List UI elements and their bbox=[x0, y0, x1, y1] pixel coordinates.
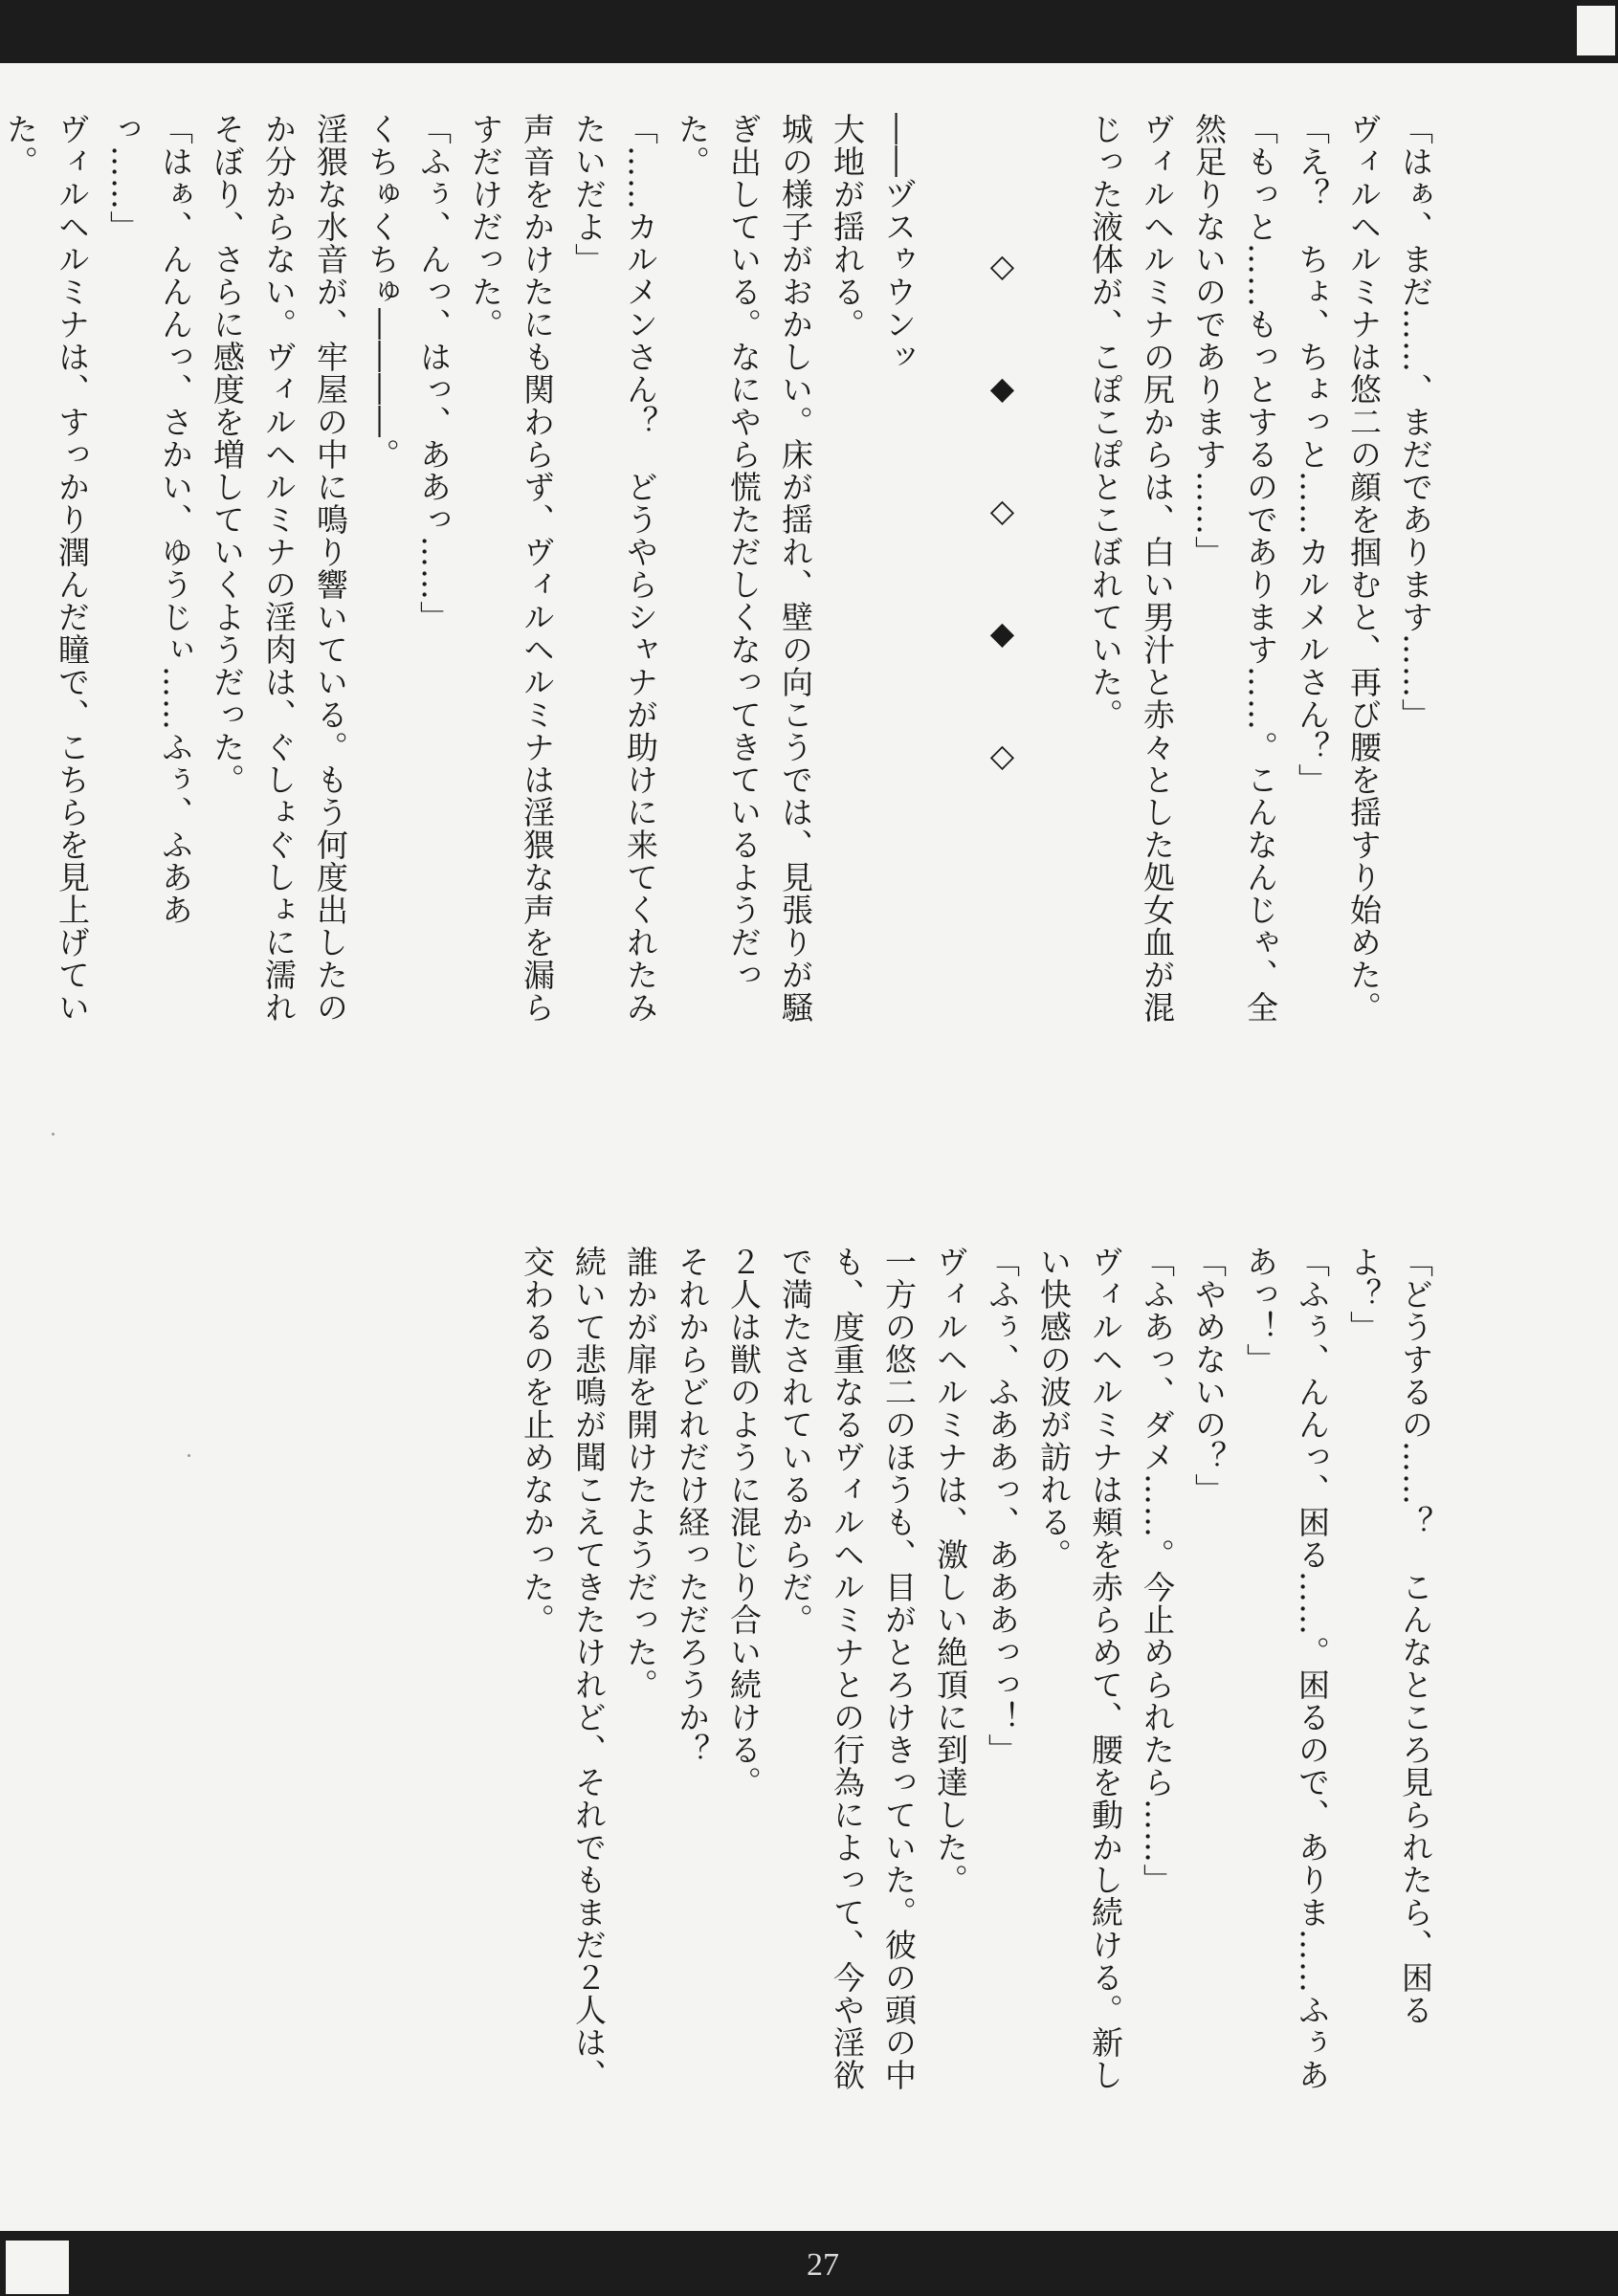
paragraph: ヴィルヘルミナは頬を赤らめて、腰を動かし続ける。新しい快感の波が訪れる。 bbox=[1035, 1246, 1124, 2091]
scan-speck bbox=[52, 1133, 55, 1136]
paragraph: 「どうするの……？ こんなところ見られたら、困るよ？」 bbox=[1345, 1246, 1434, 2026]
paragraph: ヴィルヘルミナの尻からは、白い男汁と赤々とした処女血が混じった液体が、こぽこぽとこぼれていた。 bbox=[1087, 113, 1176, 1024]
paragraph: ２人は獣のように混じり合い続ける。 bbox=[725, 1246, 763, 1799]
paragraph: 城の様子がおかしい。床が揺れ、壁の向こうでは、見張りが騒ぎ出している。なにやら慌ただしくなってきているようだった。 bbox=[674, 113, 814, 1024]
blank-line bbox=[924, 113, 976, 1031]
paragraph: 「もっと……もっとするのであります……。こんなんじゃ、全然足りないのであります……」 bbox=[1190, 113, 1279, 1024]
paragraph: 「……カルメンさん？ どうやらシャナが助けに来てくれたみたいだよ」 bbox=[570, 113, 659, 1024]
paragraph: 誰かが扉を開けたようだった。 bbox=[622, 1246, 659, 1701]
paragraph: 「やめないの？」 bbox=[1190, 1246, 1228, 1506]
paragraph: 声音をかけたにも関わらず、ヴィルヘルミナは淫猥な声を漏らすだけだった。 bbox=[467, 113, 556, 1024]
paragraph: 「ふあっ、ダメ……。今止められたら……」 bbox=[1139, 1246, 1176, 1896]
scene-separator: ◇ ◆ ◇ ◆ ◇ bbox=[984, 247, 1021, 801]
blank-line bbox=[1028, 113, 1079, 1031]
paragraph: ――ヅスゥウンッ bbox=[880, 113, 918, 373]
paragraph: 続いて悲鳴が聞こえてきたけれど、それでもまだ２人は、交わるのを止めなかった。 bbox=[519, 1246, 608, 2091]
paragraph: 大地が揺れる。 bbox=[829, 113, 866, 341]
paragraph: くちゅくちゅ――――。 bbox=[364, 113, 401, 471]
paragraph: ヴィルヘルミナは悠二の顔を掴むと、再び腰を揺すり始めた。 bbox=[1345, 113, 1383, 1024]
paragraph: 「え？ ちょ、ちょっと……カルメルさん？」 bbox=[1294, 113, 1331, 796]
paragraph: 淫猥な水音が、牢屋の中に鳴り響いている。もう何度出したのか分からない。ヴィルヘルミナの淫肉は、ぐしょぐしょに濡れそぼり、さらに感度を増していくようだった。 bbox=[209, 113, 349, 1024]
paragraph: 「はぁ、んんんっ、さかい、ゆうじぃ……ふぅ、ふああっ……」 bbox=[105, 113, 194, 926]
paragraph: ヴィルヘルミナは、すっかり潤んだ瞳で、こちらを見上げていた。 bbox=[2, 113, 91, 1024]
scan-speck bbox=[188, 1454, 190, 1457]
paragraph: 「ふぅ、ふああっ、あああっっ！」 bbox=[984, 1246, 1021, 1766]
paragraph: 「はぁ、まだ……、まだであります……」 bbox=[1397, 113, 1434, 731]
paragraph: 「ふぅ、んっ、はっ、ああっ……」 bbox=[415, 113, 453, 633]
top-black-bar bbox=[0, 0, 1618, 63]
paragraph: ヴィルヘルミナは、激しい絶頂に到達した。 bbox=[932, 1246, 969, 1896]
paragraph: 「ふぅ、んんっ、困る……。困るので、ありま……ふぅああっ！」 bbox=[1242, 1246, 1331, 2091]
bottom-crop-mark bbox=[6, 2241, 69, 2294]
paragraph: 一方の悠二のほうも、目がとろけきっていた。彼の頭の中も、度重なるヴィルヘルミナとの行為によって、今や淫欲で満たされているからだ。 bbox=[777, 1246, 918, 2091]
top-crop-mark bbox=[1577, 6, 1615, 55]
paragraph: それからどれだけ経っただろうか？ bbox=[674, 1246, 711, 1766]
page-number: 27 bbox=[807, 2247, 839, 2283]
text-column-top bbox=[0, 113, 1441, 1031]
text-column-bottom bbox=[511, 1246, 1441, 2107]
